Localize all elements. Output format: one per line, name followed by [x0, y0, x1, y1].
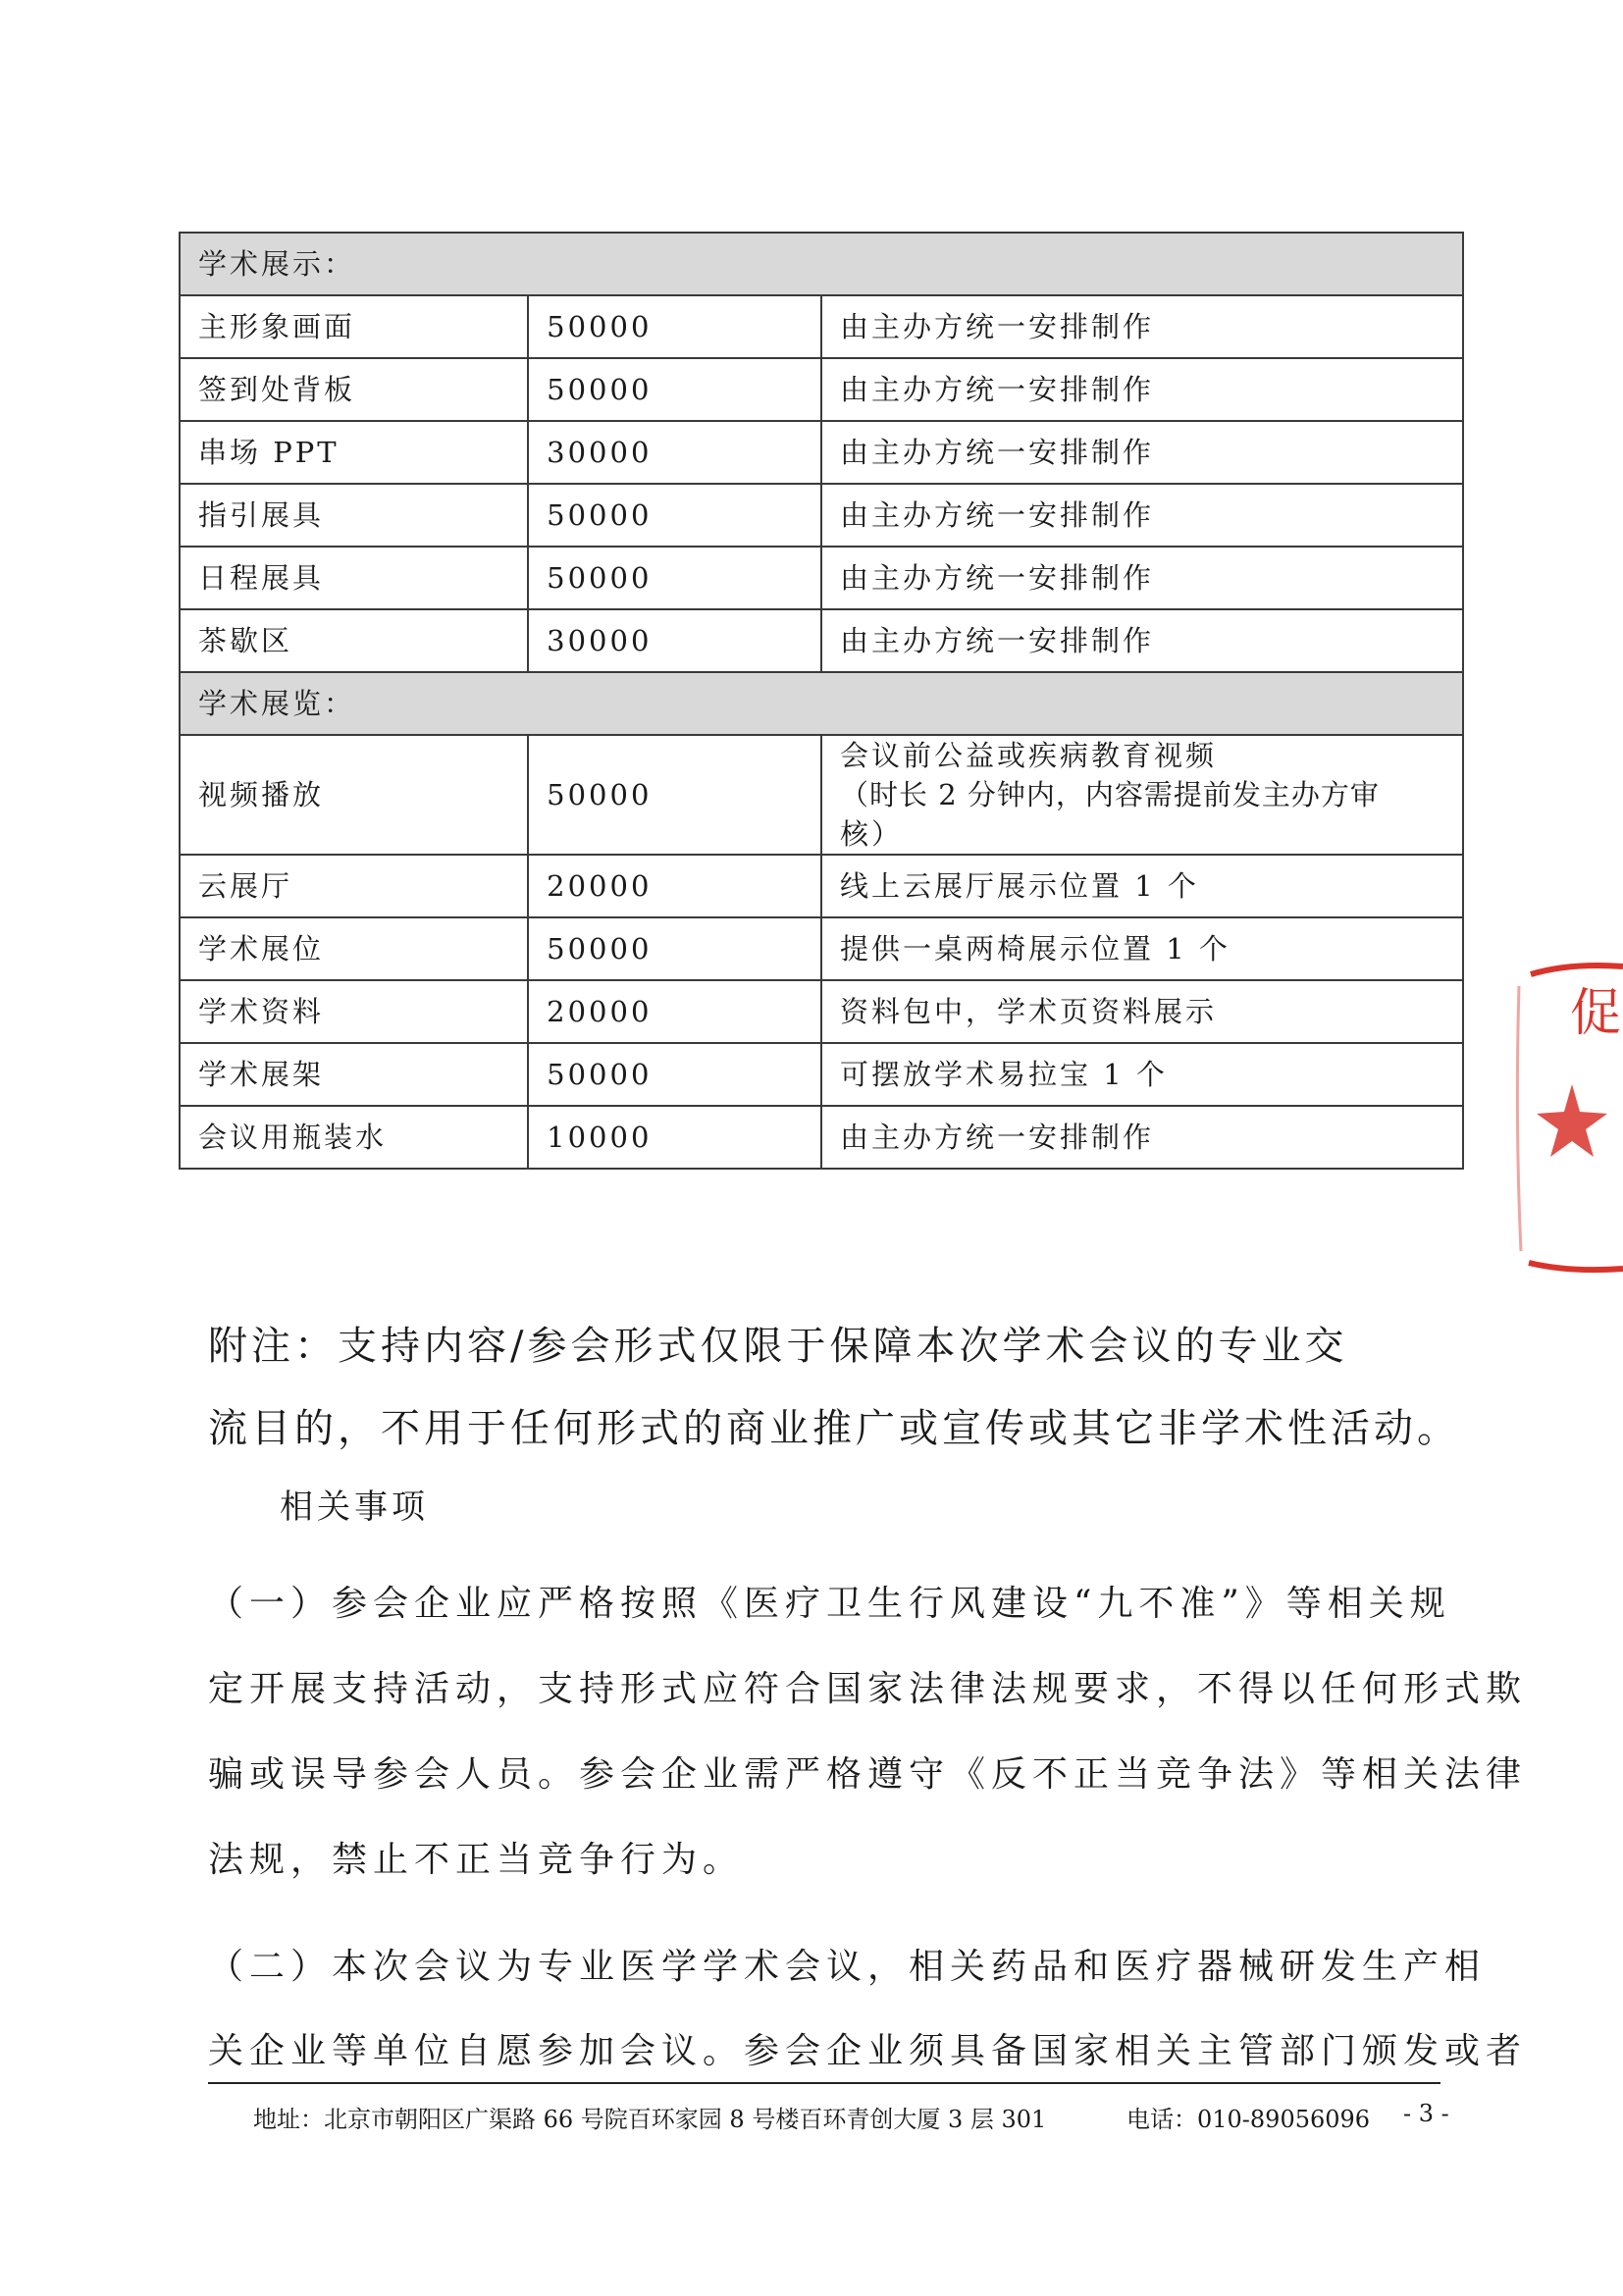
amount-cell: 50000	[528, 917, 821, 980]
amount-cell: 20000	[528, 855, 821, 917]
amount-cell: 50000	[528, 295, 821, 358]
seal-star-icon	[1537, 1084, 1607, 1157]
note-line: （时长 2 分钟内，内容需提前发主办方审	[840, 778, 1380, 811]
note-cell	[821, 735, 1463, 855]
red-seal-stamp	[1511, 957, 1623, 1290]
item-cell: 学术资料	[180, 980, 528, 1043]
paragraph-1-line-2: 定开展支持活动，支持形式应符合国家法律法规要求，不得以任何形式欺	[208, 1669, 1528, 1709]
note-cell: 由主办方统一安排制作	[821, 547, 1463, 609]
paragraph-1-line-1: （一）参会企业应严格按照《医疗卫生行风建设“九不准”》等相关规	[208, 1584, 1451, 1624]
item-cell: 云展厅	[180, 855, 528, 917]
paragraph-2-line-1: （二）本次会议为专业医学学术会议，相关药品和医疗器械研发生产相	[208, 1947, 1487, 1987]
table-row	[180, 1043, 1463, 1106]
paragraph-1-line-3: 骗或误导参会人员。参会企业需严格遵守《反不正当竞争法》等相关法律	[208, 1754, 1528, 1795]
amount-cell: 50000	[528, 547, 821, 609]
note-cell: 由主办方统一安排制作	[821, 295, 1463, 358]
seal-graphic	[1511, 957, 1623, 1290]
amount-cell: 50000	[528, 358, 821, 421]
item-cell: 茶歇区	[180, 609, 528, 672]
paragraph-1-line-4: 法规，禁止不正当竞争行为。	[208, 1840, 745, 1880]
section-title: 学术展览：	[180, 672, 1463, 735]
item-cell: 签到处背板	[180, 358, 528, 421]
table-row	[180, 358, 1463, 421]
note-line-2: 流目的，不用于任何形式的商业推广或宣传或其它非学术性活动。	[208, 1406, 1460, 1451]
note-cell: 由主办方统一安排制作	[821, 358, 1463, 421]
amount-cell: 10000	[528, 1106, 821, 1169]
table-row	[180, 609, 1463, 672]
seal-character: 促	[1570, 984, 1622, 1043]
amount-cell: 30000	[528, 609, 821, 672]
sponsorship-fee-table	[179, 232, 1464, 1170]
page-number: - 3 -	[1403, 2100, 1449, 2127]
table-row	[180, 484, 1463, 547]
table-section-header	[180, 233, 1463, 295]
note-line: 会议前公益或疾病教育视频	[840, 739, 1218, 772]
footer-address: 地址：北京市朝阳区广渠路 66 号院百环家园 8 号楼百环青创大厦 3 层 301	[253, 2106, 1047, 2133]
amount-cell: 20000	[528, 980, 821, 1043]
item-cell: 日程展具	[180, 547, 528, 609]
item-cell: 主形象画面	[180, 295, 528, 358]
amount-cell: 50000	[528, 1043, 821, 1106]
table-row	[180, 855, 1463, 917]
note-cell: 线上云展厅展示位置 1 个	[821, 855, 1463, 917]
amount-cell: 50000	[528, 484, 821, 547]
table-row	[180, 421, 1463, 484]
item-cell: 会议用瓶装水	[180, 1106, 528, 1169]
item-cell: 串场 PPT	[180, 421, 528, 484]
item-cell: 学术展位	[180, 917, 528, 980]
item-cell: 学术展架	[180, 1043, 528, 1106]
paragraph-2-line-2: 关企业等单位自愿参加会议。参会企业须具备国家相关主管部门颁发或者	[208, 2031, 1528, 2071]
note-cell: 由主办方统一安排制作	[821, 609, 1463, 672]
table-row	[180, 1106, 1463, 1169]
amount-cell: 50000	[528, 735, 821, 855]
section-heading: 相关事项	[280, 1487, 429, 1527]
table-row	[180, 980, 1463, 1043]
item-cell: 视频播放	[180, 735, 528, 855]
note-cell: 可摆放学术易拉宝 1 个	[821, 1043, 1463, 1106]
footer-phone: 电话：010-89056096	[1126, 2106, 1371, 2133]
footer-divider	[208, 2082, 1440, 2084]
table-row	[180, 735, 1463, 855]
note-line-1: 附注：支持内容/参会形式仅限于保障本次学术会议的专业交	[208, 1324, 1348, 1369]
note-line: 核）	[840, 817, 904, 851]
note-cell: 由主办方统一安排制作	[821, 484, 1463, 547]
amount-cell: 30000	[528, 421, 821, 484]
table-row	[180, 547, 1463, 609]
note-cell: 提供一桌两椅展示位置 1 个	[821, 917, 1463, 980]
table-row	[180, 295, 1463, 358]
note-cell: 由主办方统一安排制作	[821, 1106, 1463, 1169]
table-section-header	[180, 672, 1463, 735]
note-cell: 资料包中，学术页资料展示	[821, 980, 1463, 1043]
note-cell: 由主办方统一安排制作	[821, 421, 1463, 484]
section-title: 学术展示：	[180, 233, 1463, 295]
item-cell: 指引展具	[180, 484, 528, 547]
table-row	[180, 917, 1463, 980]
